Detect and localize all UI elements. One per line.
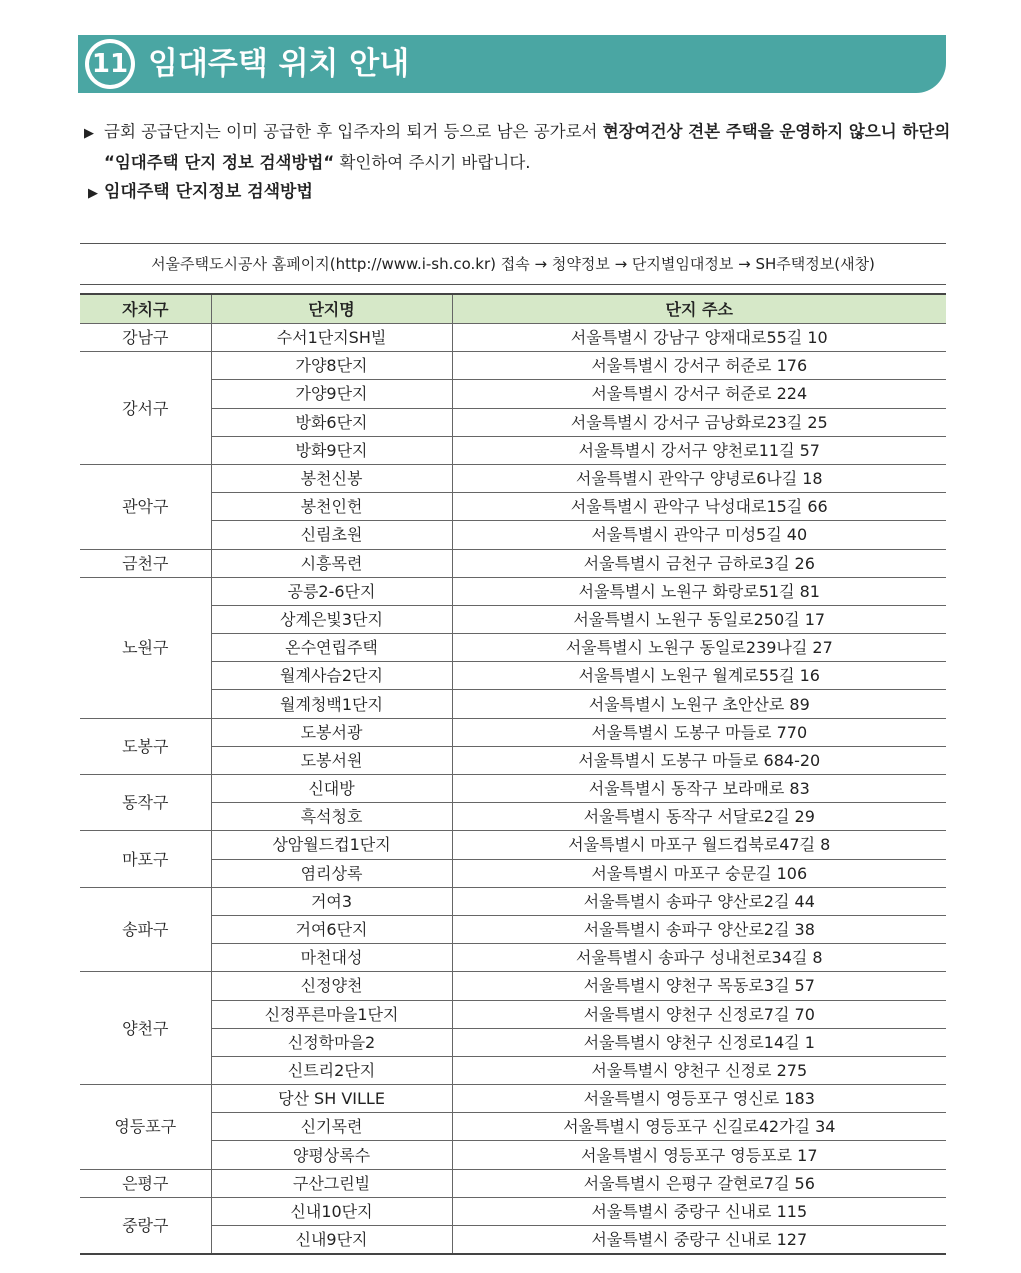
address-cell: 서울특별시 강서구 금낭화로23길 25 — [452, 408, 946, 436]
complex-name-cell: 염리상록 — [211, 859, 452, 887]
district-cell: 강서구 — [80, 352, 211, 465]
district-cell: 금천구 — [80, 549, 211, 577]
notice-text-1: 금회 공급단지는 이미 공급한 후 입주자의 퇴거 등으로 남은 공가로서 — [104, 122, 603, 141]
complex-name-cell: 방화6단지 — [211, 408, 452, 436]
table-row — [80, 887, 946, 915]
complex-name-cell: 상암월드컵1단지 — [211, 831, 452, 859]
complex-name-cell: 신정학마을2 — [211, 1028, 452, 1056]
search-method-heading-text: 임대주택 단지정보 검색방법 — [104, 182, 313, 202]
table-row — [80, 972, 946, 1000]
complex-name-cell: 신내10단지 — [211, 1197, 452, 1225]
complex-name-cell: 신대방 — [211, 775, 452, 803]
address-cell: 서울특별시 영등포구 영신로 183 — [452, 1085, 946, 1113]
complex-name-cell: 시흥목련 — [211, 549, 452, 577]
district-cell: 영등포구 — [80, 1085, 211, 1170]
table-row — [80, 352, 946, 380]
address-cell: 서울특별시 도봉구 마들로 770 — [452, 718, 946, 746]
address-cell: 서울특별시 강서구 허준로 176 — [452, 352, 946, 380]
complex-name-cell: 신트리2단지 — [211, 1056, 452, 1084]
address-cell: 서울특별시 강서구 허준로 224 — [452, 380, 946, 408]
table-header-row — [80, 294, 946, 324]
search-path-box: 서울주택도시공사 홈페이지(http://www.i-sh.co.kr) 접속 → 청약정보 → 단지별임대정보 → SH주택정보(새창) — [80, 243, 946, 285]
address-cell: 서울특별시 송파구 양산로2길 44 — [452, 887, 946, 915]
complex-name-cell: 월계청백1단지 — [211, 690, 452, 718]
district-cell: 중랑구 — [80, 1197, 211, 1254]
address-cell: 서울특별시 중랑구 신내로 115 — [452, 1197, 946, 1225]
triangle-bullet-icon: ▶ — [84, 126, 94, 141]
address-cell: 서울특별시 금천구 금하로3길 26 — [452, 549, 946, 577]
district-cell: 동작구 — [80, 775, 211, 831]
table-row — [80, 1197, 946, 1225]
address-cell: 서울특별시 마포구 월드컵북로47길 8 — [452, 831, 946, 859]
district-cell: 강남구 — [80, 324, 211, 352]
address-cell: 서울특별시 동작구 보라매로 83 — [452, 775, 946, 803]
header-complex-name: 단지명 — [211, 294, 452, 324]
district-cell: 노원구 — [80, 577, 211, 718]
complex-name-cell: 흑석청호 — [211, 803, 452, 831]
notice-paragraph — [84, 117, 954, 177]
address-cell: 서울특별시 동작구 서달로2길 29 — [452, 803, 946, 831]
rental-site-table — [80, 293, 946, 1255]
table-row — [80, 831, 946, 859]
complex-name-cell: 월계사슴2단지 — [211, 662, 452, 690]
address-cell: 서울특별시 마포구 숭문길 106 — [452, 859, 946, 887]
address-cell: 서울특별시 강남구 양재대로55길 10 — [452, 324, 946, 352]
address-cell: 서울특별시 양천구 신정로7길 70 — [452, 1000, 946, 1028]
section-number-badge — [85, 39, 135, 89]
header-address: 단지 주소 — [452, 294, 946, 324]
complex-name-cell: 상계은빛3단지 — [211, 605, 452, 633]
address-cell: 서울특별시 관악구 낙성대로15길 66 — [452, 493, 946, 521]
table-row — [80, 1169, 946, 1197]
address-cell: 서울특별시 관악구 미성5길 40 — [452, 521, 946, 549]
complex-name-cell: 공릉2-6단지 — [211, 577, 452, 605]
address-cell: 서울특별시 관악구 양녕로6나길 18 — [452, 464, 946, 492]
address-cell: 서울특별시 송파구 양산로2길 38 — [452, 915, 946, 943]
complex-name-cell: 도봉서원 — [211, 746, 452, 774]
complex-name-cell: 양평상록수 — [211, 1141, 452, 1169]
address-cell: 서울특별시 노원구 동일로239나길 27 — [452, 634, 946, 662]
address-cell: 서울특별시 강서구 양천로11길 57 — [452, 436, 946, 464]
complex-name-cell: 신기목련 — [211, 1113, 452, 1141]
complex-name-cell: 신내9단지 — [211, 1226, 452, 1255]
notice-bold-1: 현장여건상 견본 주택을 운영하지 않으니 하단의 — [602, 122, 951, 141]
address-cell: 서울특별시 양천구 신정로14길 1 — [452, 1028, 946, 1056]
triangle-bullet-icon: ▶ — [88, 186, 98, 201]
district-cell: 송파구 — [80, 887, 211, 972]
address-cell: 서울특별시 영등포구 신길로42가길 34 — [452, 1113, 946, 1141]
complex-name-cell: 거여3 — [211, 887, 452, 915]
address-cell: 서울특별시 양천구 목동로3길 57 — [452, 972, 946, 1000]
complex-name-cell: 가양9단지 — [211, 380, 452, 408]
district-cell: 관악구 — [80, 464, 211, 549]
complex-name-cell: 신정양천 — [211, 972, 452, 1000]
complex-name-cell: 도봉서광 — [211, 718, 452, 746]
table-row — [80, 775, 946, 803]
complex-name-cell: 구산그린빌 — [211, 1169, 452, 1197]
notice-text-2: 확인하여 주시기 바랍니다. — [334, 153, 531, 172]
address-cell: 서울특별시 노원구 화랑로51길 81 — [452, 577, 946, 605]
page-title: 임대주택 위치 안내 — [148, 46, 410, 82]
complex-name-cell: 온수연립주택 — [211, 634, 452, 662]
table-row — [80, 577, 946, 605]
address-cell: 서울특별시 노원구 동일로250길 17 — [452, 605, 946, 633]
table-row — [80, 324, 946, 352]
address-cell: 서울특별시 노원구 초안산로 89 — [452, 690, 946, 718]
complex-name-cell: 가양8단지 — [211, 352, 452, 380]
table-row — [80, 464, 946, 492]
header-district: 자치구 — [80, 294, 211, 324]
district-cell: 도봉구 — [80, 718, 211, 774]
address-cell: 서울특별시 도봉구 마들로 684-20 — [452, 746, 946, 774]
address-cell: 서울특별시 은평구 갈현로7길 56 — [452, 1169, 946, 1197]
complex-name-cell: 당산 SH VILLE — [211, 1085, 452, 1113]
address-cell: 서울특별시 중랑구 신내로 127 — [452, 1226, 946, 1255]
complex-name-cell: 신정푸른마을1단지 — [211, 1000, 452, 1028]
address-cell: 서울특별시 영등포구 영등포로 17 — [452, 1141, 946, 1169]
complex-name-cell: 신림초원 — [211, 521, 452, 549]
district-cell: 양천구 — [80, 972, 211, 1085]
address-cell: 서울특별시 노원구 월계로55길 16 — [452, 662, 946, 690]
table-row — [80, 549, 946, 577]
notice-bold-2: “임대주택 단지 정보 검색방법“ — [104, 153, 335, 172]
table-row — [80, 718, 946, 746]
complex-name-cell: 봉천신봉 — [211, 464, 452, 492]
complex-name-cell: 봉천인헌 — [211, 493, 452, 521]
complex-name-cell: 마천대성 — [211, 944, 452, 972]
complex-name-cell: 수서1단지SH빌 — [211, 324, 452, 352]
district-cell: 마포구 — [80, 831, 211, 887]
complex-name-cell: 거여6단지 — [211, 915, 452, 943]
district-cell: 은평구 — [80, 1169, 211, 1197]
section-number: 11 — [89, 43, 131, 85]
table-row — [80, 1085, 946, 1113]
complex-name-cell: 방화9단지 — [211, 436, 452, 464]
search-method-heading — [88, 178, 313, 208]
address-cell: 서울특별시 양천구 신정로 275 — [452, 1056, 946, 1084]
address-cell: 서울특별시 송파구 성내천로34길 8 — [452, 944, 946, 972]
